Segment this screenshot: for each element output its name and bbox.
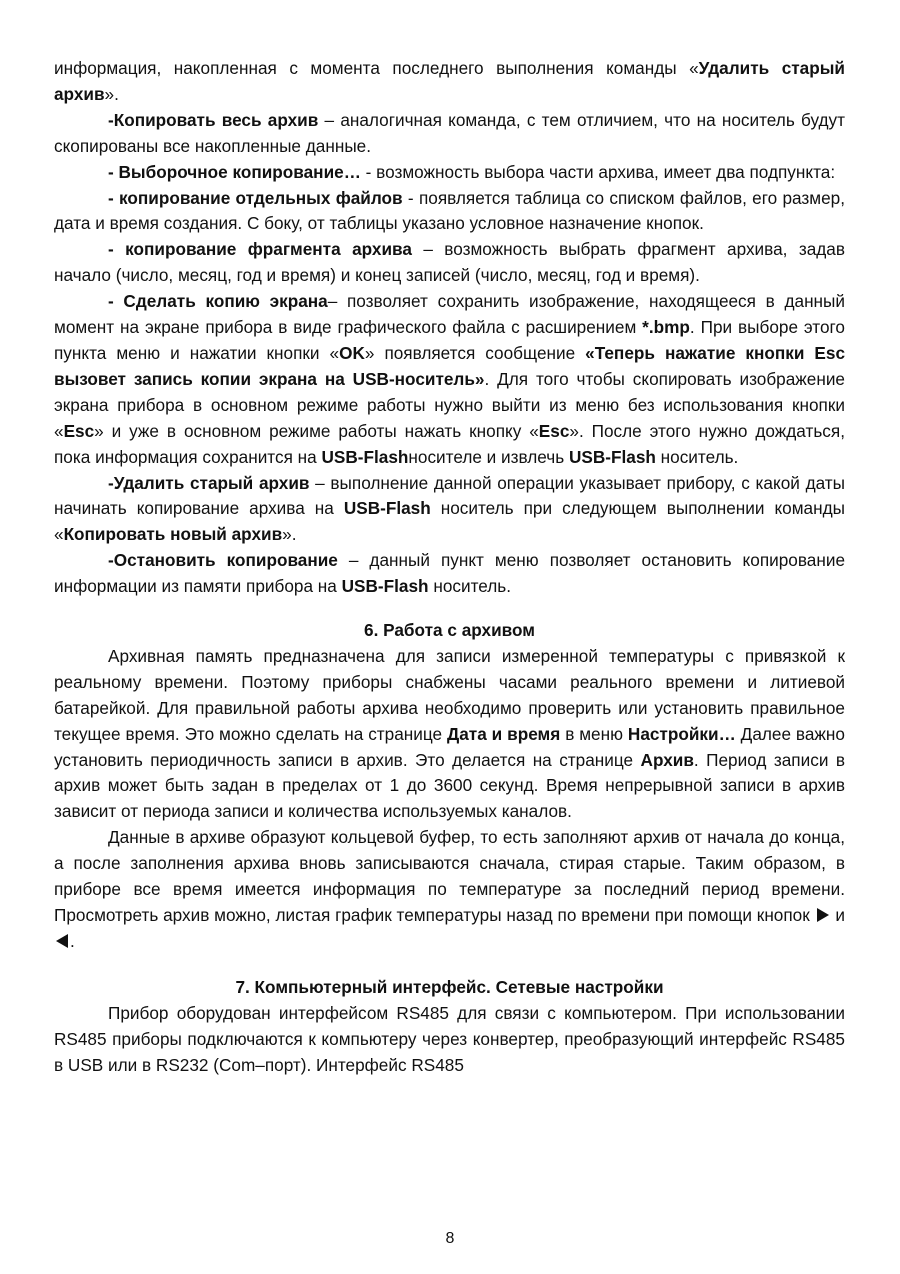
paragraph-ring-buffer: Данные в архиве образуют кольцевой буфер, то есть заполняют архив от начала до конца, а после заполнения архива вновь записываются сначала, стирая старые. Таким образом, в приборе все время имеется информация по температуре за последний период времени. Просмотреть архив можно, листая график температуры назад по времени при помощи кнопок и .: [54, 827, 845, 951]
section-heading-archive: 6. Работа с архивом: [364, 620, 535, 641]
paragraph-archive-info: информация, накопленная с момента последнего выполнения команды «Удалить старый архив».: [54, 58, 845, 104]
page-number: 8: [445, 1230, 455, 1247]
paragraph-screenshot: - Сделать копию экрана– позволяет сохранить изображение, находящееся в данный момент на экране прибора в виде графического файла с расширением *.bmp. При выборе этого пункта меню и нажатии кнопки «OK» появляется сообщение «Теперь нажатие кнопки Esc вызовет запись копии экрана на USB-носитель». Для того чтобы скопировать изображение экрана прибора в основном режиме работы нужно выйти из меню без использования кнопки «Esc» и уже в основном режиме работы нажать кнопку «Esc». После этого нужно дождаться, пока информация сохранится на USB-Flashносителе и извлечь USB-Flash носитель.: [54, 291, 846, 467]
paragraph-copy-fragment: - копирование фрагмента архива – возможность выбрать фрагмент архива, задав начало (число, месяц, год и время) и конец записей (число, месяц, год и время).: [54, 239, 845, 286]
paragraph-copy-files: - копирование отдельных файлов - появляется таблица со списком файлов, его размер, дата и время создания. С боку, от таблицы указано условное назначение кнопок.: [54, 187, 845, 234]
play-right-icon: [817, 908, 829, 922]
play-left-icon: [56, 934, 68, 948]
paragraph-archive-memory: Архивная память предназначена для записи измеренной температуры с привязкой к реальному времени. Поэтому приборы снабжены часами реального времени и литиевой батарейкой. Для правильной работы архива необходимо проверить или установить правильное текущее время. Это можно сделать на странице Дата и время в меню Настройки… Далее важно установить периодичность записи в архив. Это делается на странице Архив. Период записи в архив может быть задан в пределах от 1 до 3600 секунд. Время непрерывной записи в архив зависит от периода записи и количества используемых каналов.: [54, 645, 845, 822]
section-spacer: [54, 600, 845, 618]
section-spacer: [54, 955, 845, 975]
section-heading-interface: 7. Компьютерный интерфейс. Сетевые настройки: [235, 976, 664, 997]
document-page: [54, 56, 845, 1078]
paragraph-selective-copy: - Выборочное копирование… - возможность выбора части архива, имеет два подпункта:: [108, 161, 836, 182]
paragraph-delete-old-archive: -Удалить старый архив – выполнение данной операции указывает прибору, с какой даты начинать копирование архива на USB-Flash носитель при следующем выполнении команды «Копировать новый архив».: [54, 472, 845, 545]
paragraph-copy-all-archive: -Копировать весь архив – аналогичная команда, с тем отличием, что на носитель будут скопированы все накопленные данные.: [54, 109, 845, 156]
paragraph-stop-copy: -Остановить копирование – данный пункт меню позволяет остановить копирование информации из памяти прибора на USB-Flash носитель.: [54, 550, 846, 597]
paragraph-rs485: Прибор оборудован интерфейсом RS485 для связи с компьютером. При использовании RS485 приборы подключаются к компьютеру через конвертер, преобразующий интерфейс RS485 в USB или в RS232 (Com–порт). Интерфейс RS485: [54, 1002, 845, 1075]
